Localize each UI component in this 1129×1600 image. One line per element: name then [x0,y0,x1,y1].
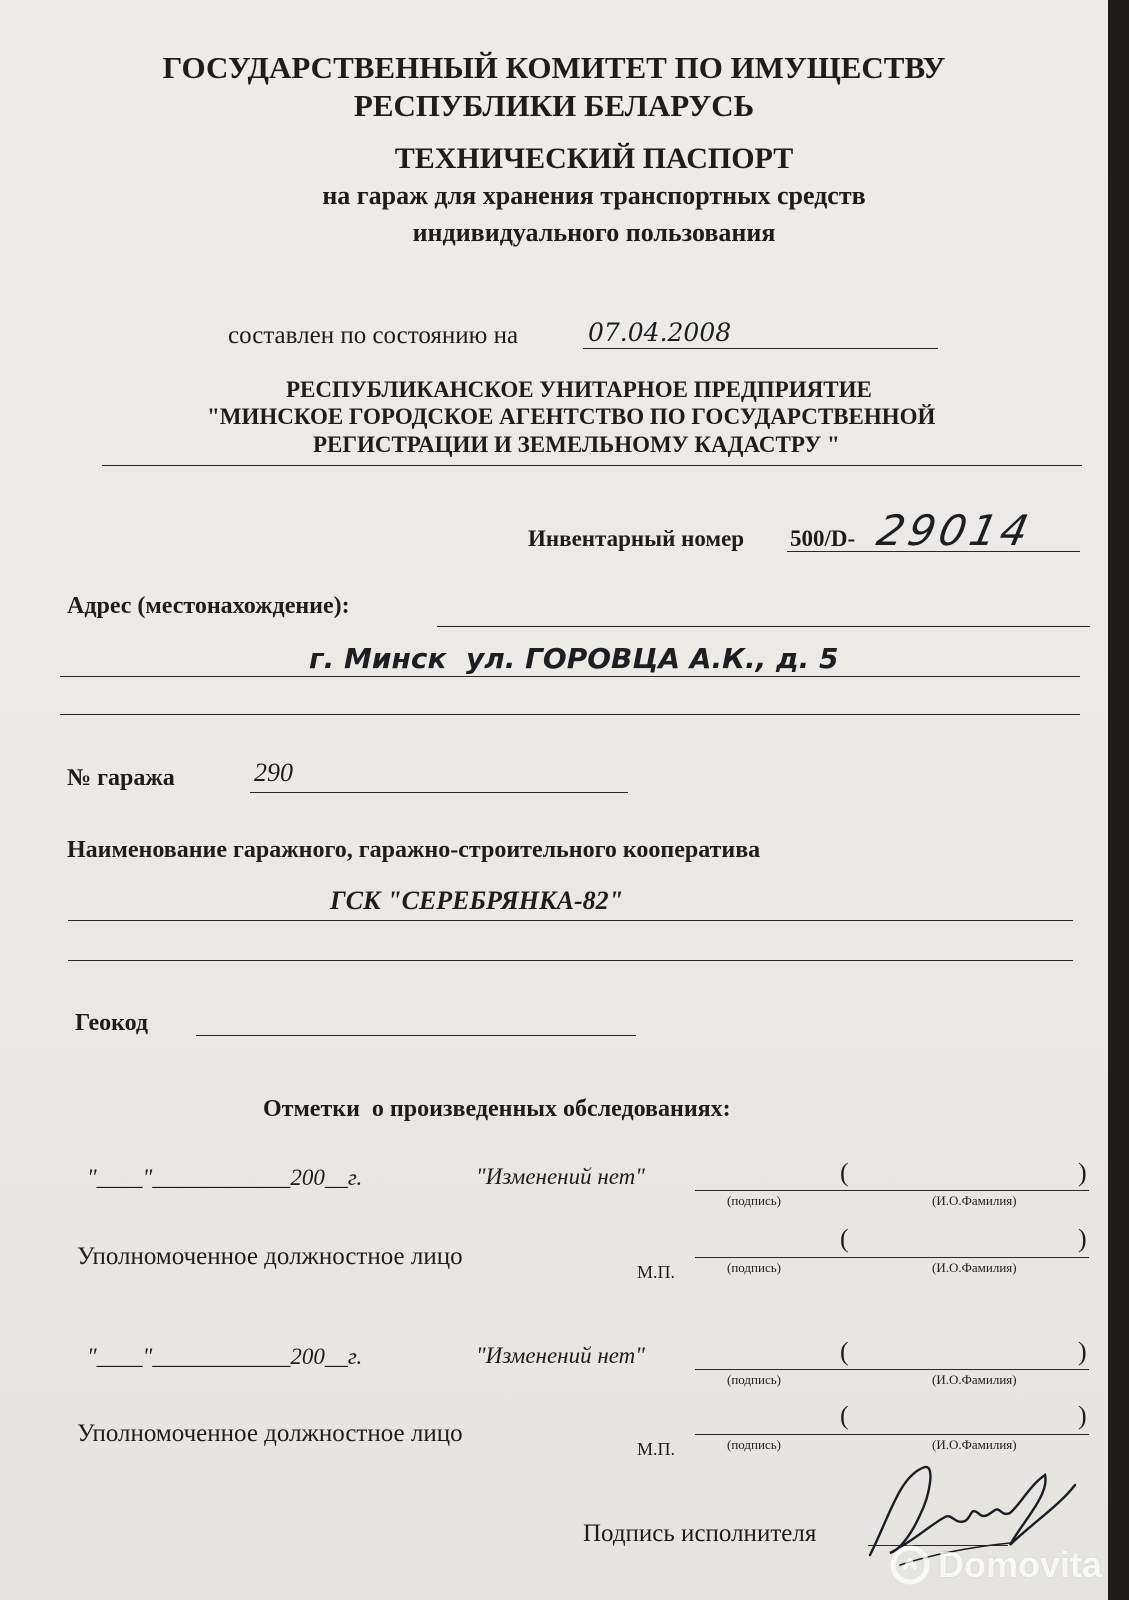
official-open-paren: ( [840,1401,849,1430]
inventory-underline [787,551,1080,552]
official-signature-caption: (подпись) [727,1260,781,1275]
watermark-logo-icon [890,1545,930,1585]
geocode-label: Геокод [75,1010,149,1036]
executor-label: Подпись исполнителя [583,1520,817,1547]
official-label: Уполномоченное должностное лицо [77,1420,463,1447]
watermark [890,1540,1102,1590]
state-date-underline [583,348,938,349]
address-underline-2 [60,676,1080,677]
name-caption: (И.О.Фамилия) [932,1193,1017,1208]
official-close-paren: ) [1078,1401,1087,1430]
inspection-status: "Изменений нет" [476,1343,645,1368]
name-open-paren: ( [840,1337,849,1366]
official-name-caption: (И.О.Фамилия) [932,1437,1017,1452]
signature-caption: (подпись) [727,1372,781,1387]
official-label: Уполномоченное должностное лицо [77,1243,463,1270]
address-underline-1 [437,626,1090,627]
signature-underline [695,1369,1089,1370]
name-close-paren: ) [1078,1158,1087,1187]
cooperative-value: ГСК "СЕРЕБРЯНКА-82" [330,886,624,915]
agency-line1: РЕСПУБЛИКАНСКОЕ УНИТАРНОЕ ПРЕДПРИЯТИЕ [286,377,872,402]
address-underline-3 [60,714,1080,715]
inspections-title: Отметки о произведенных обследованиях: [263,1096,731,1122]
stamp-label: М.П. [637,1262,676,1282]
inventory-label: Инвентарный номер [528,526,745,551]
state-date-value: 07.04.2008 [588,318,732,347]
cooperative-underline-1 [68,920,1073,921]
name-open-paren: ( [840,1158,849,1187]
signature-underline [695,1190,1089,1191]
official-open-paren: ( [840,1224,849,1253]
state-date-label: составлен по состоянию на [228,322,519,349]
watermark-text: Domovita [938,1544,1103,1585]
name-close-paren: ) [1078,1337,1087,1366]
garage-underline [250,792,628,793]
agency-line3: РЕГИСТРАЦИИ И ЗЕМЕЛЬНОМУ КАДАСТРУ " [313,432,840,457]
official-signature-caption: (подпись) [727,1437,781,1452]
signature-caption: (подпись) [727,1193,781,1208]
committee-line2: РЕСПУБЛИКИ БЕЛАРУСЬ [353,88,755,123]
committee-line1: ГОСУДАРСТВЕННЫЙ КОМИТЕТ ПО ИМУЩЕСТВУ [162,50,946,85]
geocode-underline [196,1035,636,1036]
subtitle-line2: индивидуального пользования [412,218,776,247]
document-title: ТЕХНИЧЕСКИЙ ПАСПОРТ [394,142,794,175]
name-caption: (И.О.Фамилия) [932,1372,1017,1387]
agency-underline [102,465,1082,466]
official-close-paren: ) [1078,1224,1087,1253]
address-label: Адрес (местонахождение): [67,593,350,619]
cooperative-underline-2 [68,960,1073,961]
inventory-prefix: 500/D- [790,526,856,551]
agency-line2: "МИНСКОЕ ГОРОДСКОЕ АГЕНТСТВО ПО ГОСУДАРСТВЕННОЙ [207,404,936,429]
garage-label: № гаража [67,765,175,791]
stamp-label: М.П. [637,1439,676,1459]
subtitle-line1: на гараж для хранения транспортных средств [322,181,866,210]
inventory-value: 29014 [872,506,1037,555]
official-signature-underline [695,1434,1089,1435]
inspection-date-template: "____"____________200__г. [87,1344,363,1369]
address-value: г. Минск ул. ГОРОВЦА А.К., д. 5 [309,642,839,675]
inspection-status: "Изменений нет" [476,1164,645,1189]
garage-value: 290 [254,758,293,787]
cooperative-label: Наименование гаражного, гаражно-строительного кооператива [67,837,761,863]
official-signature-underline [695,1257,1089,1258]
official-name-caption: (И.О.Фамилия) [932,1260,1017,1275]
inspection-date-template: "____"____________200__г. [87,1165,363,1190]
